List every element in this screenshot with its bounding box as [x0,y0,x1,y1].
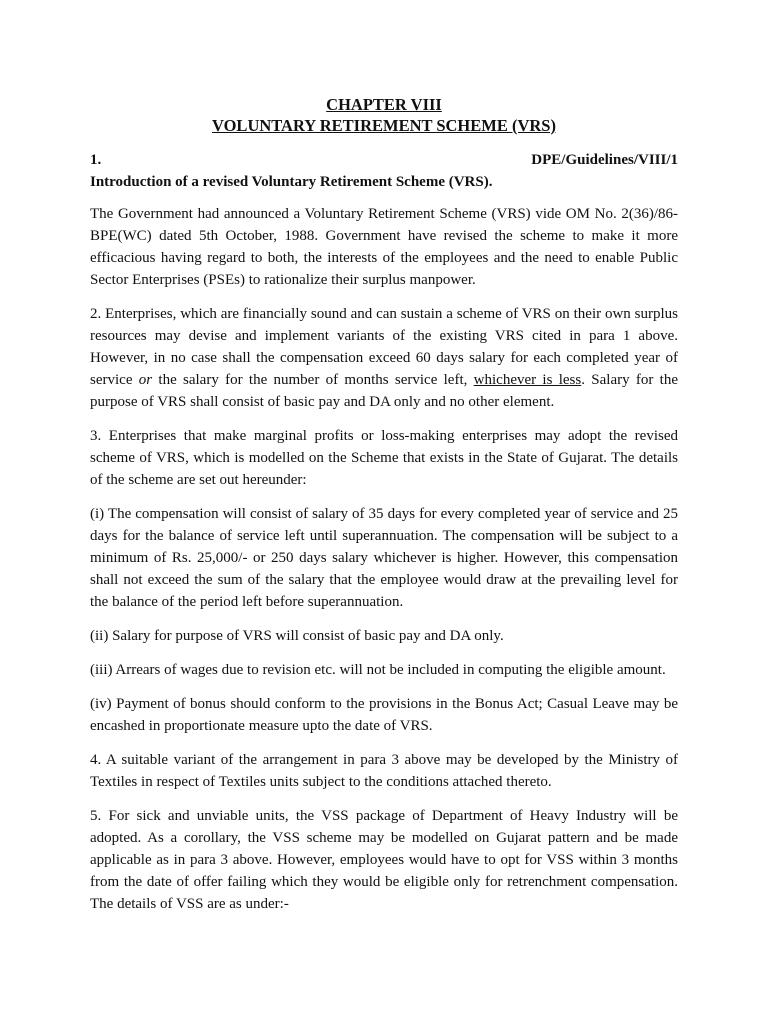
reference-line [90,149,678,171]
chapter-number-heading: CHAPTER VIII [326,95,442,114]
paragraph-3-ii: (ii) Salary for purpose of VRS will consist of basic pay and DA only. [90,628,504,644]
section-title: Introduction of a revised Voluntary Retirement Scheme (VRS). [90,174,493,190]
paragraph-3-i: (i) The compensation will consist of salary of 35 days for every completed year of service and 25 days for the balance of service left until superannuation. The compensation will be subject to a minimum of Rs. 25,000/- or 250 days salary whichever is higher. However, this compensation shall not exceed the sum of the salary that the employee would draw at the prevailing level for the balance of the period left before superannuation. [90,506,678,610]
paragraph-2-text-b: the salary for the number of months service left, [152,372,474,388]
paragraph-3: 3. Enterprises that make marginal profits or loss-making enterprises may adopt the revised scheme of VRS, which is modelled on the Scheme that exists in the State of Gujarat. The details of the scheme are set out hereunder: [90,428,678,488]
paragraph-2 [90,303,678,413]
paragraph-2-text-a: 2. Enterprises, which are financially sound and can sustain a scheme of VRS on their own surplus resources may devise and implement variants of the existing VRS cited in para 1 above. However, in no case shall the compensation exceed 60 days salary for each completed year of service [90,306,678,388]
paragraph-intro: The Government had announced a Voluntary Retirement Scheme (VRS) vide OM No. 2(36)/86-BPE(WC) dated 5th October, 1988. Government have revised the scheme to make it more efficacious having regard to both, the interests of the employees and the need to enable Public Sector Enterprises (PSEs) to rationalize their surplus manpower. [90,206,678,288]
paragraph-3-iii: (iii) Arrears of wages due to revision etc. will not be included in computing the eligible amount. [90,662,666,678]
paragraph-2-or-italic: or [138,372,153,388]
document-page [90,94,678,927]
paragraph-3-iv: (iv) Payment of bonus should conform to the provisions in the Bonus Act; Casual Leave may be encashed in proportionate measure upto the date of VRS. [90,696,678,734]
paragraph-2-text-c: . Salary for the purpose of VRS shall consist of basic pay and DA only and no other element. [90,372,678,410]
guideline-code: DPE/Guidelines/VIII/1 [531,152,678,168]
paragraph-2-underlined: whichever is less [473,372,582,388]
section-number: 1. [90,152,102,168]
chapter-title-heading: VOLUNTARY RETIREMENT SCHEME (VRS) [212,116,556,135]
paragraph-4: 4. A suitable variant of the arrangement in para 3 above may be developed by the Ministry of Textiles in respect of Textiles units subject to the conditions attached thereto. [90,752,678,790]
paragraph-5: 5. For sick and unviable units, the VSS package of Department of Heavy Industry will be adopted. As a corollary, the VSS scheme may be modelled on Gujarat pattern and be made applicable as in para 3 above. However, employees would have to opt for VSS within 3 months from the date of offer failing which they would be eligible only for retrenchment compensation. The details of VSS are as under:- [90,808,678,912]
